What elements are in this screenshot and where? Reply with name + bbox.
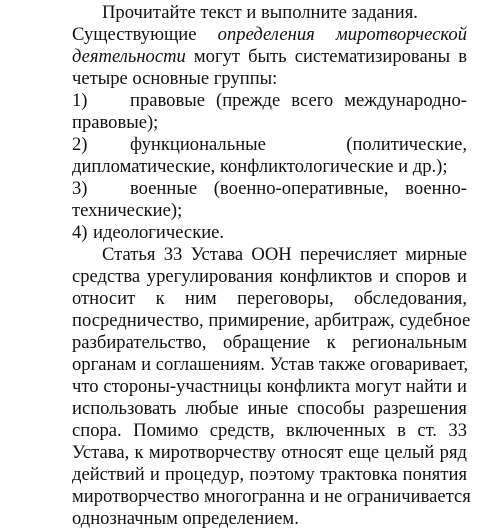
intro-line-1: [72, 24, 467, 46]
list-item-1-text: правовые (прежде всего международно-: [130, 90, 467, 111]
task-heading: Прочитайте текст и выполните задания.: [102, 2, 418, 23]
paragraph-line-5: разбирательство, обращение к региональным: [72, 332, 467, 353]
list-item-2-continuation: дипломатические, конфликтологические и др.);: [72, 156, 448, 177]
list-item-1: [72, 90, 467, 112]
list-item-3-continuation: технические);: [72, 200, 183, 221]
intro-line-2-rest: могут быть систематизированы в: [193, 46, 467, 67]
paragraph-line-8: использовать любые иные способы разрешения: [72, 398, 467, 419]
paragraph-line-9: спора. Помимо средств, включенных в ст. 33: [72, 420, 467, 441]
paragraph-line-2: средства урегулирования конфликтов и споров и: [72, 266, 467, 287]
intro-line-1-emphasis: определения миротворческой: [217, 24, 467, 45]
intro-line-2-emphasis: деятельности: [72, 46, 186, 67]
paragraph-line-12: миротворчество многогранна и не ограничивается: [72, 486, 471, 507]
list-item-2: [72, 134, 467, 156]
list-item-1-number: 1): [72, 90, 88, 111]
list-item-3-text: военные (военно-оперативные, военно-: [130, 178, 467, 199]
paragraph-line-1: Статья 33 Устава ООН перечисляет мирные: [102, 244, 467, 265]
intro-line-3: четыре основные группы:: [72, 68, 278, 89]
paragraph-line-6: органам и соглашениям. Устав также оговаривает,: [72, 354, 469, 375]
list-item-4-number: 4): [72, 222, 88, 243]
paragraph-line-7: что стороны-участницы конфликта могут найти и: [72, 376, 467, 397]
list-item-3-number: 3): [72, 178, 88, 199]
list-item-2-number: 2): [72, 134, 88, 155]
paragraph-line-10: Устава, к миротворчеству относят еще целый ряд: [72, 442, 467, 463]
paragraph-line-3: относит к ним переговоры, обследования,: [72, 288, 467, 309]
paragraph-line-11: действий и процедур, поэтому трактовка понятия: [72, 464, 467, 485]
list-item-3: [72, 178, 467, 200]
list-item-4: [72, 222, 467, 244]
list-item-1-continuation: правовые);: [72, 112, 159, 133]
list-item-4-text: идеологические.: [93, 222, 225, 243]
paragraph-line-4: посредничество, примирение, арбитраж, судебное: [72, 310, 471, 331]
list-item-2-text: функциональные (политические,: [130, 134, 467, 155]
paragraph-line-13: однозначным определением.: [72, 508, 299, 529]
intro-line-1-start: Существующие: [72, 24, 197, 45]
intro-line-2: [72, 46, 467, 68]
